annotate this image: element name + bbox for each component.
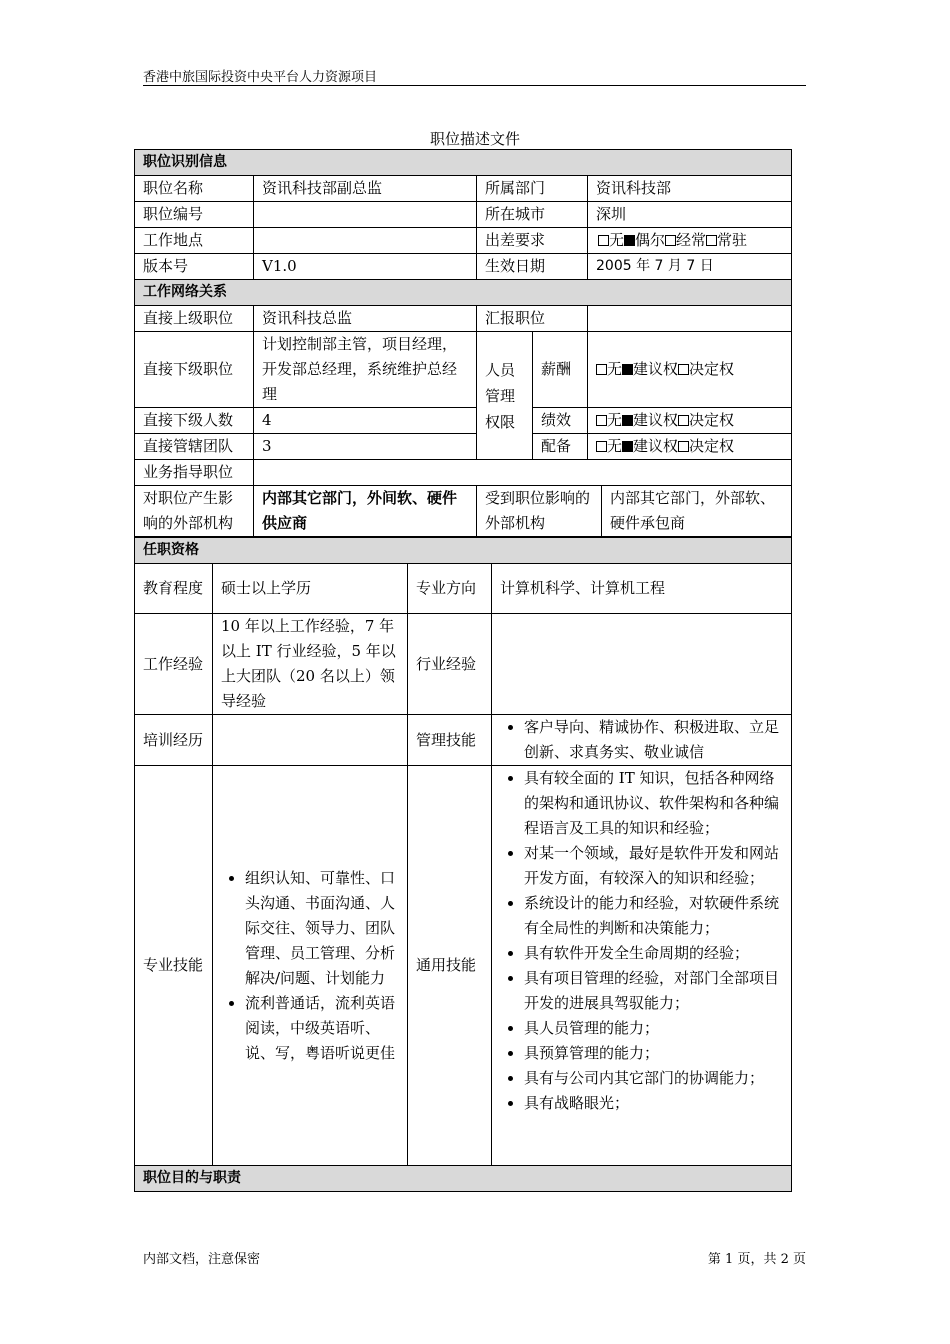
list-item: • 具有项目管理的经验，对部门全部项目开发的进展具驾驭能力； bbox=[524, 966, 783, 1016]
label-salary: 薪酬 bbox=[533, 332, 588, 408]
value-position-name: 资讯科技部副总监 bbox=[254, 176, 477, 202]
document-title: 职位描述文件 bbox=[429, 130, 520, 148]
value-direct-superior: 资讯科技总监 bbox=[254, 306, 477, 332]
value-professional-skills bbox=[213, 766, 408, 1166]
label-work-experience: 工作经验 bbox=[135, 614, 213, 715]
label-version: 版本号 bbox=[135, 254, 254, 280]
label-direct-team: 直接管辖团队 bbox=[135, 434, 254, 460]
section-identification: 职位识别信息 bbox=[135, 150, 792, 176]
label-position-name: 职位名称 bbox=[135, 176, 254, 202]
list-item: • 对某一个领域，最好是软件开发和网站开发方面，有较深入的知识和经验； bbox=[524, 841, 783, 891]
footer-page-number: 第 1 页，共 2 页 bbox=[707, 1252, 806, 1267]
checkbox-empty-icon bbox=[665, 235, 676, 246]
section-network: 工作网络关系 bbox=[135, 280, 792, 306]
value-position-code bbox=[254, 202, 477, 228]
qualification-table bbox=[134, 537, 792, 1192]
label-staffing: 配备 bbox=[533, 434, 588, 460]
value-influenced-orgs: 内部其它部门，外部软、硬件承包商 bbox=[602, 486, 792, 537]
label-influencing-orgs: 对职位产生影响的外部机构 bbox=[135, 486, 254, 537]
value-business-guidance bbox=[254, 460, 792, 486]
checkbox-empty-icon bbox=[678, 364, 689, 375]
checkbox-filled-icon bbox=[622, 364, 633, 375]
label-education: 教育程度 bbox=[135, 564, 213, 614]
label-work-location: 工作地点 bbox=[135, 228, 254, 254]
label-professional-skills: 专业技能 bbox=[135, 766, 213, 1166]
checkbox-filled-icon bbox=[624, 235, 635, 246]
value-travel: 无 偶尔 经常 常驻 bbox=[588, 228, 792, 254]
value-general-skills bbox=[492, 766, 792, 1166]
value-training bbox=[213, 715, 408, 766]
checkbox-empty-icon bbox=[598, 235, 609, 246]
label-performance: 绩效 bbox=[533, 408, 588, 434]
list-item: • 具有与公司内其它部门的协调能力； bbox=[524, 1066, 783, 1091]
label-management-skills: 管理技能 bbox=[408, 715, 492, 766]
label-hr-authority: 人员管理权限 bbox=[477, 332, 533, 460]
value-performance-authority: 无 建议权 决定权 bbox=[588, 408, 792, 434]
value-version: V1.0 bbox=[254, 254, 477, 280]
professional-skills-list bbox=[221, 866, 399, 1066]
list-item: • 具预算管理的能力； bbox=[524, 1041, 783, 1066]
label-position-code: 职位编号 bbox=[135, 202, 254, 228]
list-item: • 具有战略眼光； bbox=[524, 1091, 783, 1116]
value-education: 硕士以上学历 bbox=[213, 564, 408, 614]
checkbox-empty-icon bbox=[678, 415, 689, 426]
value-direct-team: 3 bbox=[254, 434, 477, 460]
label-influenced-orgs: 受到职位影响的外部机构 bbox=[477, 486, 602, 537]
checkbox-empty-icon bbox=[596, 415, 607, 426]
general-skills-list bbox=[500, 766, 783, 1116]
list-item: • 流利普通话，流利英语阅读，中级英语听、说、写，粤语听说更佳 bbox=[245, 991, 399, 1066]
label-general-skills: 通用技能 bbox=[408, 766, 492, 1166]
value-industry-experience bbox=[492, 614, 792, 715]
page-header: 香港中旅国际投资中央平台人力资源项目 bbox=[143, 66, 806, 86]
label-report-position: 汇报职位 bbox=[477, 306, 588, 332]
value-direct-subordinate: 计划控制部主管，项目经理，开发部总经理，系统维护总经理 bbox=[254, 332, 477, 408]
list-item: • 客户导向、精诚协作、积极进取、立足创新、求真务实、敬业诚信 bbox=[524, 715, 783, 765]
label-travel: 出差要求 bbox=[477, 228, 588, 254]
value-effective-date: 2005 年 7 月 7 日 bbox=[588, 254, 792, 280]
value-work-location bbox=[254, 228, 477, 254]
value-city: 深圳 bbox=[588, 202, 792, 228]
checkbox-filled-icon bbox=[622, 415, 633, 426]
checkbox-empty-icon bbox=[596, 364, 607, 375]
label-city: 所在城市 bbox=[477, 202, 588, 228]
value-staffing-authority: 无 建议权 决定权 bbox=[588, 434, 792, 460]
value-report-position bbox=[588, 306, 792, 332]
value-work-experience: 10 年以上工作经验，7 年以上 IT 行业经验，5 年以上大团队（20 名以上）领导经验 bbox=[213, 614, 408, 715]
list-item: • 组织认知、可靠性、口头沟通、书面沟通、人际交往、领导力、团队管理、员工管理、分析解决/问题、计划能力 bbox=[245, 866, 399, 991]
label-direct-superior: 直接上级职位 bbox=[135, 306, 254, 332]
list-item: • 具有较全面的 IT 知识，包括各种网络的架构和通讯协议、软件架构和各种编程语言及工具的知识和经验； bbox=[524, 766, 783, 841]
label-training: 培训经历 bbox=[135, 715, 213, 766]
value-salary-authority: 无 建议权 决定权 bbox=[588, 332, 792, 408]
label-direct-subordinate: 直接下级职位 bbox=[135, 332, 254, 408]
value-subordinate-count: 4 bbox=[254, 408, 477, 434]
label-subordinate-count: 直接下级人数 bbox=[135, 408, 254, 434]
section-qualification: 任职资格 bbox=[135, 538, 792, 564]
list-item: • 系统设计的能力和经验，对软硬件系统有全局性的判断和决策能力； bbox=[524, 891, 783, 941]
label-major: 专业方向 bbox=[408, 564, 492, 614]
checkbox-empty-icon bbox=[678, 441, 689, 452]
label-business-guidance: 业务指导职位 bbox=[135, 460, 254, 486]
value-department: 资讯科技部 bbox=[588, 176, 792, 202]
value-major: 计算机科学、计算机工程 bbox=[492, 564, 792, 614]
value-influencing-orgs: 内部其它部门，外间软、硬件供应商 bbox=[254, 486, 477, 537]
list-item: • 具有软件开发全生命周期的经验； bbox=[524, 941, 783, 966]
checkbox-empty-icon bbox=[596, 441, 607, 452]
label-department: 所属部门 bbox=[477, 176, 588, 202]
footer-confidential: 内部文档，注意保密 bbox=[143, 1252, 261, 1267]
management-skills-list bbox=[500, 715, 783, 765]
section-purpose: 职位目的与职责 bbox=[135, 1166, 792, 1192]
checkbox-empty-icon bbox=[706, 235, 717, 246]
label-industry-experience: 行业经验 bbox=[408, 614, 492, 715]
identification-network-table bbox=[134, 149, 792, 537]
checkbox-filled-icon bbox=[622, 441, 633, 452]
list-item: • 具人员管理的能力； bbox=[524, 1016, 783, 1041]
label-effective-date: 生效日期 bbox=[477, 254, 588, 280]
value-management-skills bbox=[492, 715, 792, 766]
